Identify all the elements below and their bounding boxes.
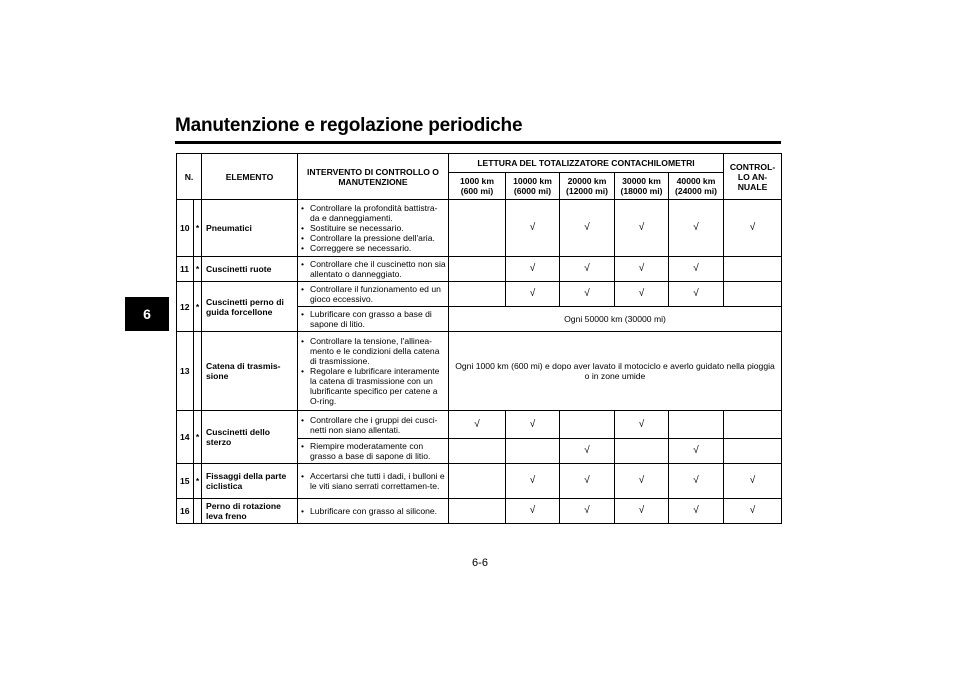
header-intervento: INTERVENTO DI CONTROLLO O MANUTENZIONE [298,154,449,200]
chapter-tab: 6 [125,297,169,331]
header-elemento: ELEMENTO [202,154,298,200]
row-intervento [298,307,449,332]
check-mark: √ [615,411,669,439]
table-row [177,257,782,282]
check-mark: √ [724,499,782,524]
check-mark: √ [669,464,724,499]
row-star: * [194,257,202,282]
header-km-0: 1000 km (600 mi) [449,173,506,200]
row-elemento: Cuscinetti dello sterzo [202,411,298,464]
check-mark: √ [669,499,724,524]
check-mark: √ [560,499,615,524]
header-km-2: 20000 km (12000 mi) [560,173,615,200]
row-elemento: Catena di trasmis-sione [202,332,298,411]
title-rule [175,141,781,144]
empty-cell [449,464,506,499]
row-number: 10 [177,200,194,257]
task-list [298,504,448,518]
check-mark: √ [560,257,615,282]
check-mark: √ [560,200,615,257]
header-n: N. [177,154,202,200]
row-intervento [298,332,449,411]
row-number: 16 [177,499,194,524]
interval-note: Ogni 50000 km (30000 mi) [449,307,782,332]
check-mark: √ [724,200,782,257]
row-number: 11 [177,257,194,282]
row-intervento [298,439,449,464]
table-row [177,499,782,524]
check-mark: √ [506,499,560,524]
empty-cell [449,282,506,307]
task-list [298,307,448,331]
row-star: * [194,464,202,499]
empty-cell [506,439,560,464]
row-star [194,499,202,524]
table-body [177,200,782,524]
check-mark: √ [669,257,724,282]
row-elemento: Cuscinetti perno di guida forcellone [202,282,298,332]
row-intervento [298,464,449,499]
table-row [177,411,782,439]
row-star: * [194,200,202,257]
maintenance-table [176,153,782,524]
row-elemento: Cuscinetti ruote [202,257,298,282]
task-list [298,439,448,463]
interval-note: Ogni 1000 km (600 mi) e dopo aver lavato il motociclo e averlo guidato nella pioggia o in zone umide [449,332,782,411]
row-elemento: Perno di rotazione leva freno [202,499,298,524]
task-bullet: • Controllare la pressione dell'aria. [301,233,446,243]
task-bullet: • Lubrificare con grasso a base di sapone di litio. [301,309,446,329]
row-star: * [194,411,202,464]
task-bullet: • Controllare il funzionamento ed un gioco eccessivo. [301,284,446,304]
empty-cell [724,439,782,464]
row-star: * [194,282,202,332]
empty-cell [560,411,615,439]
row-elemento: Pneumatici [202,200,298,257]
empty-cell [449,499,506,524]
row-star [194,332,202,411]
header-km-4: 40000 km (24000 mi) [669,173,724,200]
empty-cell [669,411,724,439]
check-mark: √ [615,200,669,257]
row-number: 14 [177,411,194,464]
row-intervento [298,200,449,257]
row-intervento [298,411,449,439]
check-mark: √ [615,257,669,282]
table-row [177,200,782,257]
row-number: 15 [177,464,194,499]
row-intervento [298,499,449,524]
check-mark: √ [724,464,782,499]
check-mark: √ [560,439,615,464]
empty-cell [724,257,782,282]
table-row [177,282,782,307]
check-mark: √ [506,464,560,499]
header-km-3: 30000 km (18000 mi) [615,173,669,200]
empty-cell [724,282,782,307]
row-intervento [298,282,449,307]
check-mark: √ [615,464,669,499]
row-intervento [298,257,449,282]
task-bullet: • Correggere se necessario. [301,243,446,253]
task-list [298,282,448,306]
header-lettura: LETTURA DEL TOTALIZZATORE CONTACHILOMETRI [449,154,724,173]
row-number: 13 [177,332,194,411]
empty-cell [724,411,782,439]
check-mark: √ [506,411,560,439]
page-title: Manutenzione e regolazione periodiche [175,115,523,136]
task-list [298,334,448,408]
row-elemento: Fissaggi della parte ciclistica [202,464,298,499]
task-bullet: • Controllare la tensione, l'allinea-mento e le condizioni della catena di trasmissione. [301,336,446,366]
task-list [298,257,448,281]
empty-cell [449,200,506,257]
task-bullet: • Sostituire se necessario. [301,223,446,233]
task-bullet: • Controllare la profondità battistra-da e danneggiamenti. [301,203,446,223]
check-mark: √ [669,439,724,464]
check-mark: √ [449,411,506,439]
task-bullet: • Lubrificare con grasso al silicone. [301,506,446,516]
task-list [298,201,448,255]
check-mark: √ [506,200,560,257]
task-list [298,413,448,437]
empty-cell [615,439,669,464]
table-row [177,332,782,411]
check-mark: √ [615,499,669,524]
task-bullet: • Accertarsi che tutti i dadi, i bulloni e le viti siano serrati correttamen-te. [301,471,446,491]
task-bullet: • Riempire moderatamente con grasso a base di sapone di litio. [301,441,446,461]
table-row [177,464,782,499]
task-list [298,469,448,493]
header-controllo-annuale: CONTROL- LO AN- NUALE [724,154,782,200]
header-row-top [177,154,782,173]
header-km-1: 10000 km (6000 mi) [506,173,560,200]
check-mark: √ [615,282,669,307]
task-bullet: • Controllare che il cuscinetto non sia allentato o danneggiato. [301,259,446,279]
empty-cell [449,439,506,464]
check-mark: √ [560,282,615,307]
page-number: 6-6 [472,557,488,569]
check-mark: √ [669,282,724,307]
task-bullet: • Controllare che i gruppi dei cusci-netti non siano allentati. [301,415,446,435]
check-mark: √ [669,200,724,257]
empty-cell [449,257,506,282]
check-mark: √ [560,464,615,499]
check-mark: √ [506,257,560,282]
row-number: 12 [177,282,194,332]
task-bullet: • Regolare e lubrificare interamente la catena di trasmissione con un lubrificante specifico per catene a O-ring. [301,366,446,406]
check-mark: √ [506,282,560,307]
